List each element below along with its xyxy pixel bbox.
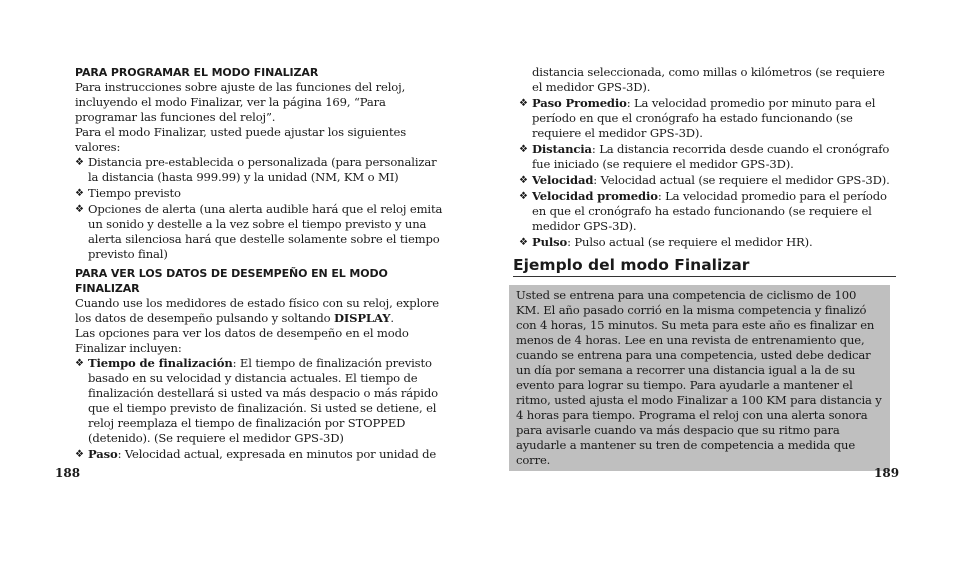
diamond-bullet-icon: ❖ <box>75 358 84 369</box>
list-item: ❖ Pulso: Pulso actual (se requiere el medidor HR). <box>519 235 813 249</box>
list-datos-cont <box>519 96 897 250</box>
list-ajustes <box>75 155 450 262</box>
heading-programar: PARA PROGRAMAR EL MODO FINALIZAR <box>75 66 319 79</box>
list-item: ❖ Paso: Velocidad actual, expresada en minutos por unidad de <box>75 447 437 461</box>
page-number-right: 189 <box>874 466 900 480</box>
list-item: ❖ Opciones de alerta (una alerta audible hará que el reloj emita un sonido y destelle a la vez sobre el tiempo previsto y una alerta silenciosa hará que destelle solamente sobre el tiempo previsto final) <box>75 202 443 261</box>
section-title: Ejemplo del modo Finalizar <box>513 255 896 277</box>
diamond-bullet-icon: ❖ <box>75 188 84 199</box>
diamond-bullet-icon: ❖ <box>75 204 84 215</box>
para-instrucciones: Para instrucciones sobre ajuste de las funciones del reloj, incluyendo el modo Finalizar, ver la página 169, “Para programar las funciones del reloj”. <box>75 80 406 124</box>
diamond-bullet-icon: ❖ <box>519 191 528 202</box>
diamond-bullet-icon: ❖ <box>519 237 528 248</box>
para-continuacion: distancia seleccionada, como millas o kilómetros (se requiere el medidor GPS-3D). <box>532 65 885 94</box>
left-page <box>75 65 450 462</box>
list-item: ❖ Distancia: La distancia recorrida desde cuando el cronógrafo fue iniciado (se requiere el medidor GPS-3D). <box>519 142 890 171</box>
para-valores: Para el modo Finalizar, usted puede ajustar los siguientes valores: <box>75 125 407 154</box>
list-item: ❖ Velocidad promedio: La velocidad promedio para el período en que el cronógrafo ha estado funcionando (se requiere el medidor GPS-3D). <box>519 189 887 233</box>
page-number-left: 188 <box>55 466 81 480</box>
diamond-bullet-icon: ❖ <box>75 449 84 460</box>
example-text: Usted se entrena para una competencia de ciclismo de 100 KM. El año pasado corrió en la misma competencia y finalizó con 4 horas, 15 minutos. Su meta para este año es finalizar en menos de 4 horas. Lee en una revista de entrenamiento que, cuando se entrena para una competencia, usted debe dedicar un día por semana a recorrer una distancia igual a la de su evento para lograr su tiempo. Para ayudarle a mantener el ritmo, usted ajusta el modo Finalizar a 100 KM para distancia y 4 horas para tiempo. Programa el reloj con una alerta sonora para avisarle cuando va más despacio que su ritmo para ayudarle a mantener su tren de competencia a medida que corre. <box>516 288 882 467</box>
list-item: ❖ Paso Promedio: La velocidad promedio por minuto para el período en que el cronógrafo ha estado funcionando (se requiere el medidor GPS-3D). <box>519 96 876 140</box>
list-item: ❖ Tiempo previsto <box>75 186 181 200</box>
diamond-bullet-icon: ❖ <box>519 175 528 186</box>
diamond-bullet-icon: ❖ <box>75 157 84 168</box>
list-item: ❖ Distancia pre-establecida o personalizada (para personalizar la distancia (hasta 999.99) y la unidad (NM, KM o MI) <box>75 155 437 184</box>
list-datos <box>75 356 450 462</box>
para-opciones: Las opciones para ver los datos de desempeño en el modo Finalizar incluyen: <box>75 326 409 355</box>
para-medidores: Cuando use los medidores de estado físico con su reloj, explore los datos de desempeño pulsando y soltando DISPLAY. <box>75 296 440 325</box>
diamond-bullet-icon: ❖ <box>519 144 528 155</box>
right-page <box>519 65 897 250</box>
list-item: ❖ Velocidad: Velocidad actual (se requiere el medidor GPS-3D). <box>519 173 890 187</box>
section-example <box>513 255 896 277</box>
heading-ver-datos: PARA VER LOS DATOS DE DESEMPEÑO EN EL MODO FINALIZAR <box>75 267 388 295</box>
diamond-bullet-icon: ❖ <box>519 98 528 109</box>
list-item: ❖ Tiempo de finalización: El tiempo de finalización previsto basado en su velocidad y distancia actuales. El tiempo de finalización destellará si usted va más despacio o más rápido que el tiempo previsto de finalización. Si usted se detiene, el reloj reemplaza el tiempo de finalización por STOPPED (detenido). (Se requiere el medidor GPS-3D) <box>75 356 438 445</box>
example-box <box>509 285 890 471</box>
